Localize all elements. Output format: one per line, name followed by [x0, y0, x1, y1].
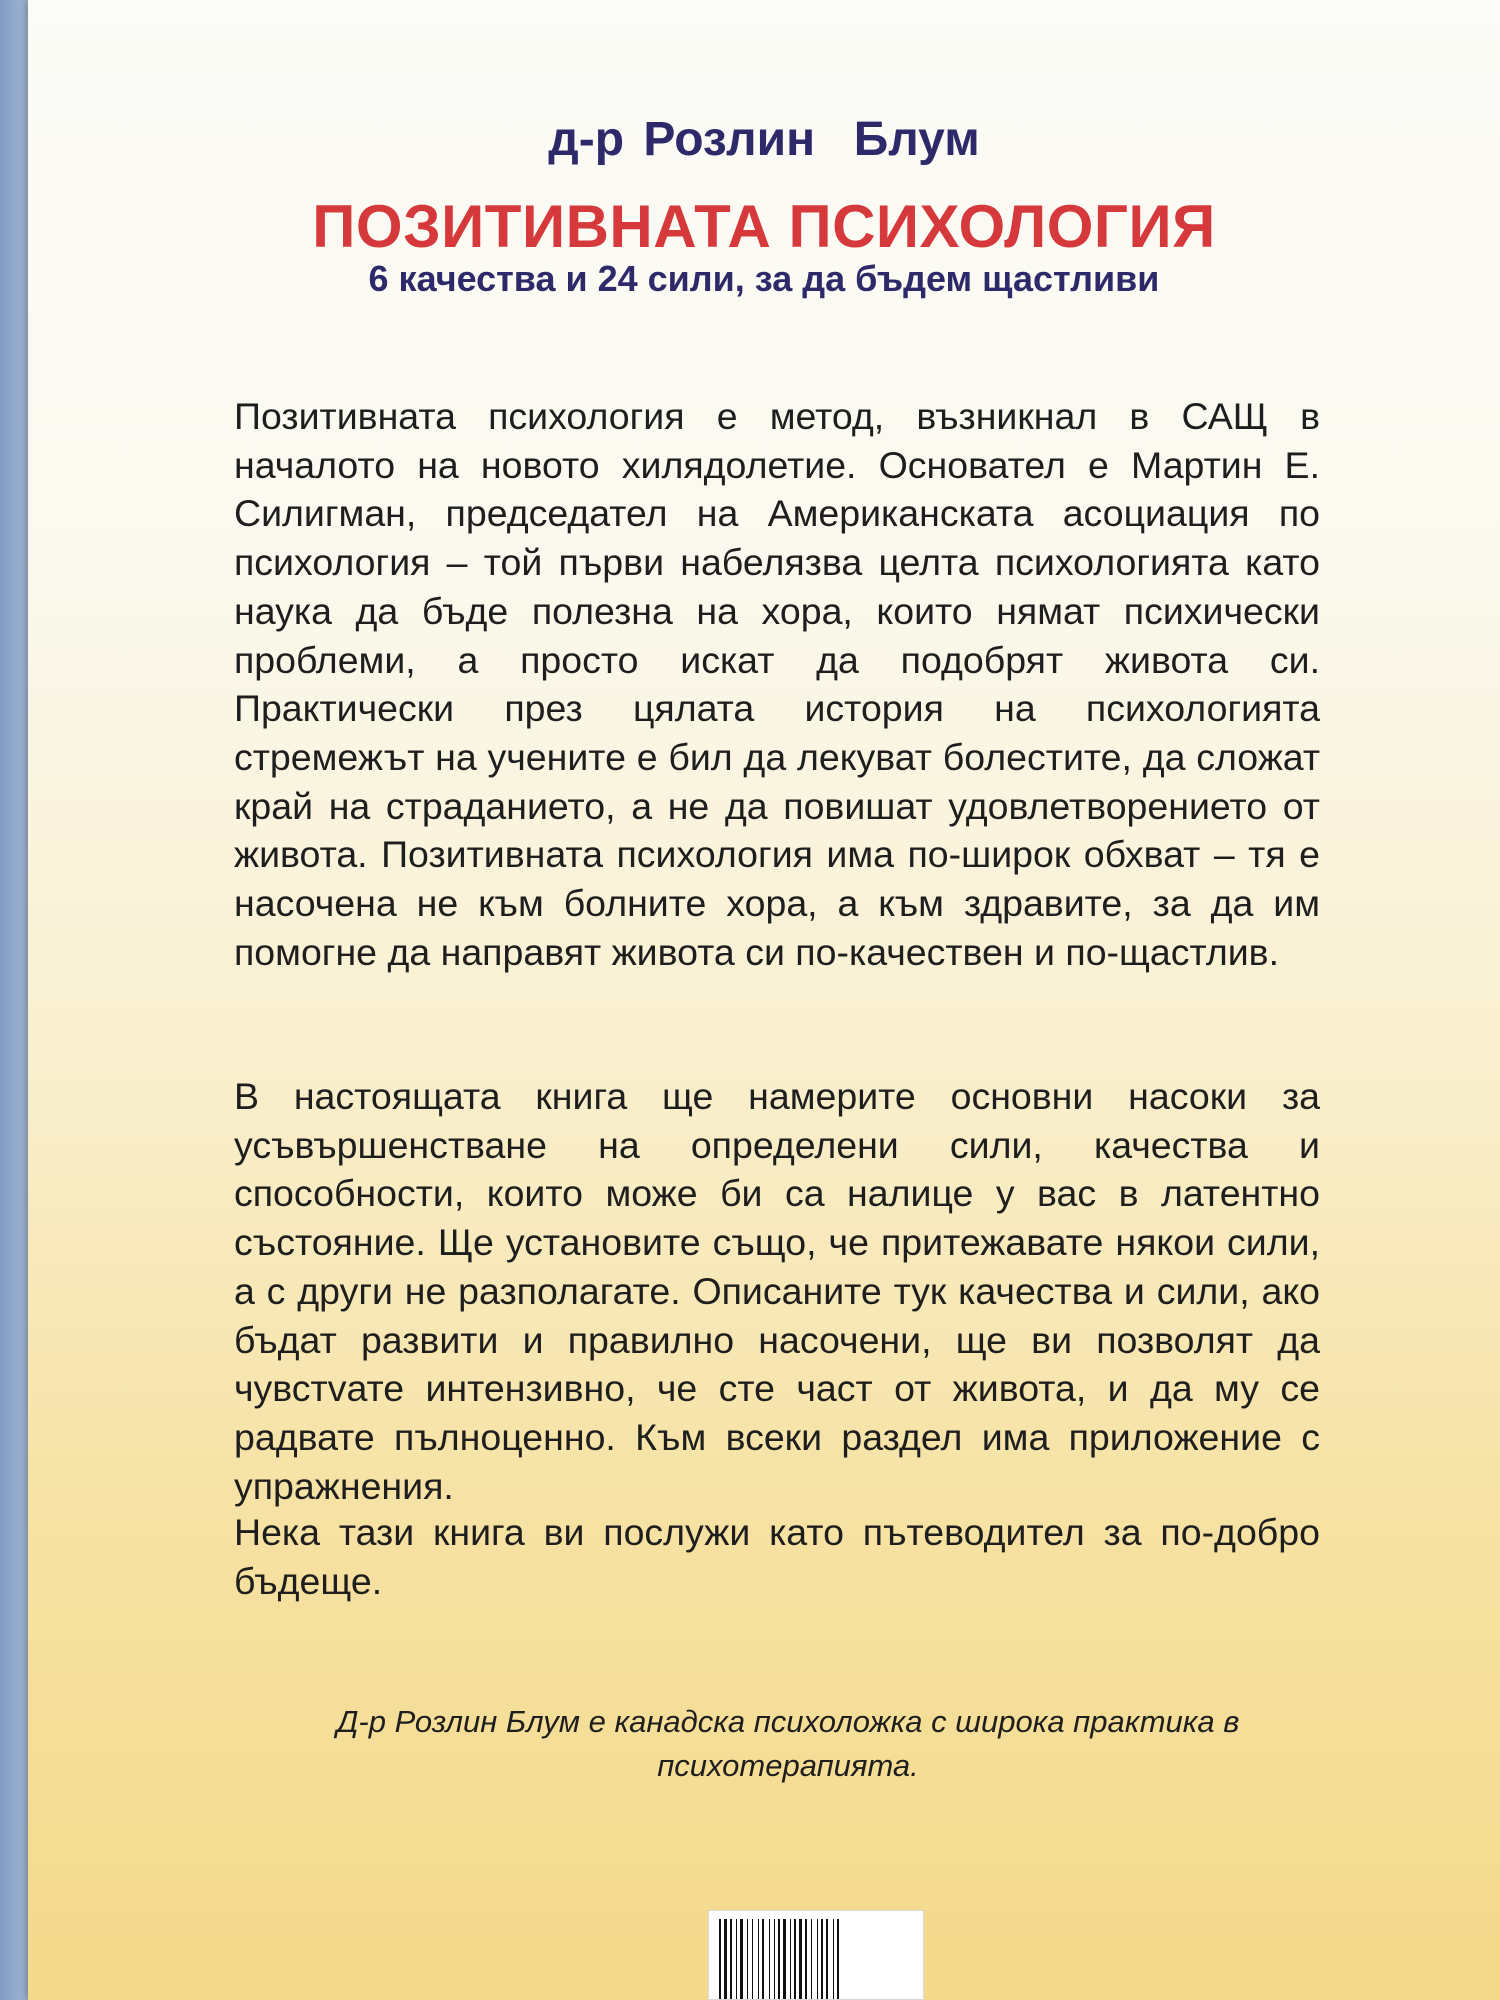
- description-paragraph-2: В настоящата книга ще намерите основни насоки за усъвършенстване на определени сили, качества и способности, които може би са налице у вас в латентно състояние. Ще установите също, че притежавате някои сили, а с други не разполагате. Описаните тук качества и сили, ако бъдат развити и правилно насочени, ще ви позволят да чувстvате интензивно, че сте част от живота, и да му се радвате пълноценно. Към всеки раздел има приложение с упражнения.: [234, 1075, 1320, 1507]
- book-subtitle: 6 качества и 24 сили, за да бъдем щастливи: [368, 258, 1160, 299]
- description-paragraph-1: Позитивната психология е метод, възникнал в САЩ в началото на новото хилядолетие. Основател е Мартин Е. Силигман, председател на Американската асоциация по психология – той първи набелязва целта психологията като наука да бъде полезна на хора, които нямат психически проблеми, а просто искат да подобрят живота си. Практически през цялата история на психологията стремежът на учените е бил да лекуват болестите, да сложат край на страданието, а не да повишат удовлетворението от живота. Позитивната психология има по-широк обхват – тя е насочена не към болните хора, а към здравите, за да им помогне да направят живота си по-качествен и по-щастлив.: [234, 395, 1320, 973]
- book-back-cover: [28, 0, 1500, 2000]
- barcode-icon: [708, 1910, 924, 2000]
- book-title: ПОЗИТИВНАТА ПСИХОЛОГИЯ: [312, 193, 1216, 260]
- author-bio: Д-р Розлин Блум е канадска психоложка с широка практика в психотерапията.: [336, 1704, 1240, 1783]
- description-paragraph-3: Нека тази книга ви послужи като пътеводител за по-добро бъдеще.: [234, 1511, 1320, 1602]
- author-name: д-р Розлин Блум: [548, 113, 980, 166]
